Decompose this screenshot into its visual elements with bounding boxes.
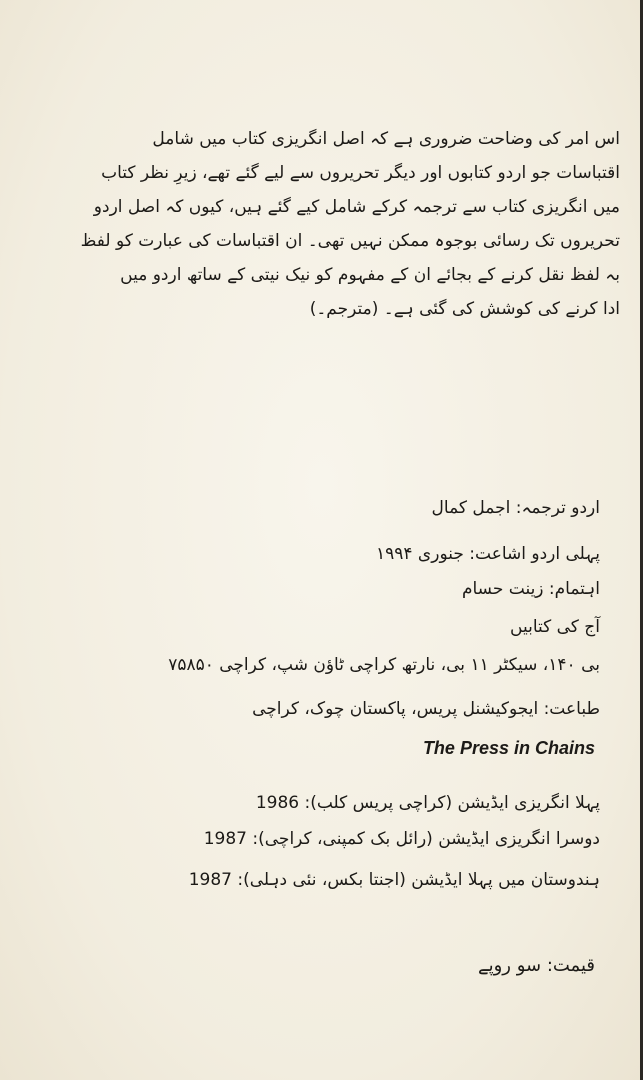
note-line: تحریروں تک رسائی بوجوہ ممکن نہیں تھی۔ ان اقتباسات کی عبارت کو لفظ [80, 231, 620, 251]
edition-line: دوسرا انگریزی ایڈیشن (رائل بک کمپنی، کراچی): 1987 [203, 829, 600, 849]
note-line: اقتباسات جو اردو کتابوں اور دیگر تحریروں سے لیے گئے تھے، زیرِ نظر کتاب [101, 163, 620, 183]
english-title: The Press in Chains [422, 738, 595, 758]
note-line: اس امر کی وضاحت ضروری ہے کہ اصل انگریزی کتاب میں شامل [152, 129, 620, 149]
edition-line: پہلا انگریزی ایڈیشن (کراچی پریس کلب): 1986 [255, 793, 600, 813]
edition-line: ہندوستان میں پہلا ایڈیشن (اجنتا بکس، نئی دہلی): 1987 [188, 870, 600, 890]
first-urdu-edition: پہلی اردو اشاعت: جنوری ۱۹۹۴ [376, 544, 600, 564]
managed-by: اہتمام: زینت حسام [461, 579, 600, 599]
note-line: بہ لفظ نقل کرنے کے بجائے ان کے مفہوم کو نیک نیتی کے ساتھ اردو میں [120, 265, 620, 285]
price-label: قیمت: سو روپے [478, 955, 595, 976]
translator-credit: اردو ترجمہ: اجمل کمال [431, 498, 600, 518]
note-line: ادا کرنے کی کوشش کی گئی ہے۔ (مترجم۔) [309, 299, 620, 319]
printer-credit: طباعت: ایجوکیشنل پریس، پاکستان چوک، کراچی [252, 699, 600, 719]
publisher-address: بی ۱۴۰، سیکٹر ۱۱ بی، نارتھ کراچی ٹاؤن شپ، کراچی ۷۵۸۵۰ [168, 655, 600, 675]
note-line: میں انگریزی کتاب سے ترجمہ کرکے شامل کیے گئے ہیں، کیوں کہ اصل اردو [93, 197, 620, 217]
publisher-name: آج کی کتابیں [510, 617, 600, 637]
imprint-block [150, 0, 600, 1080]
